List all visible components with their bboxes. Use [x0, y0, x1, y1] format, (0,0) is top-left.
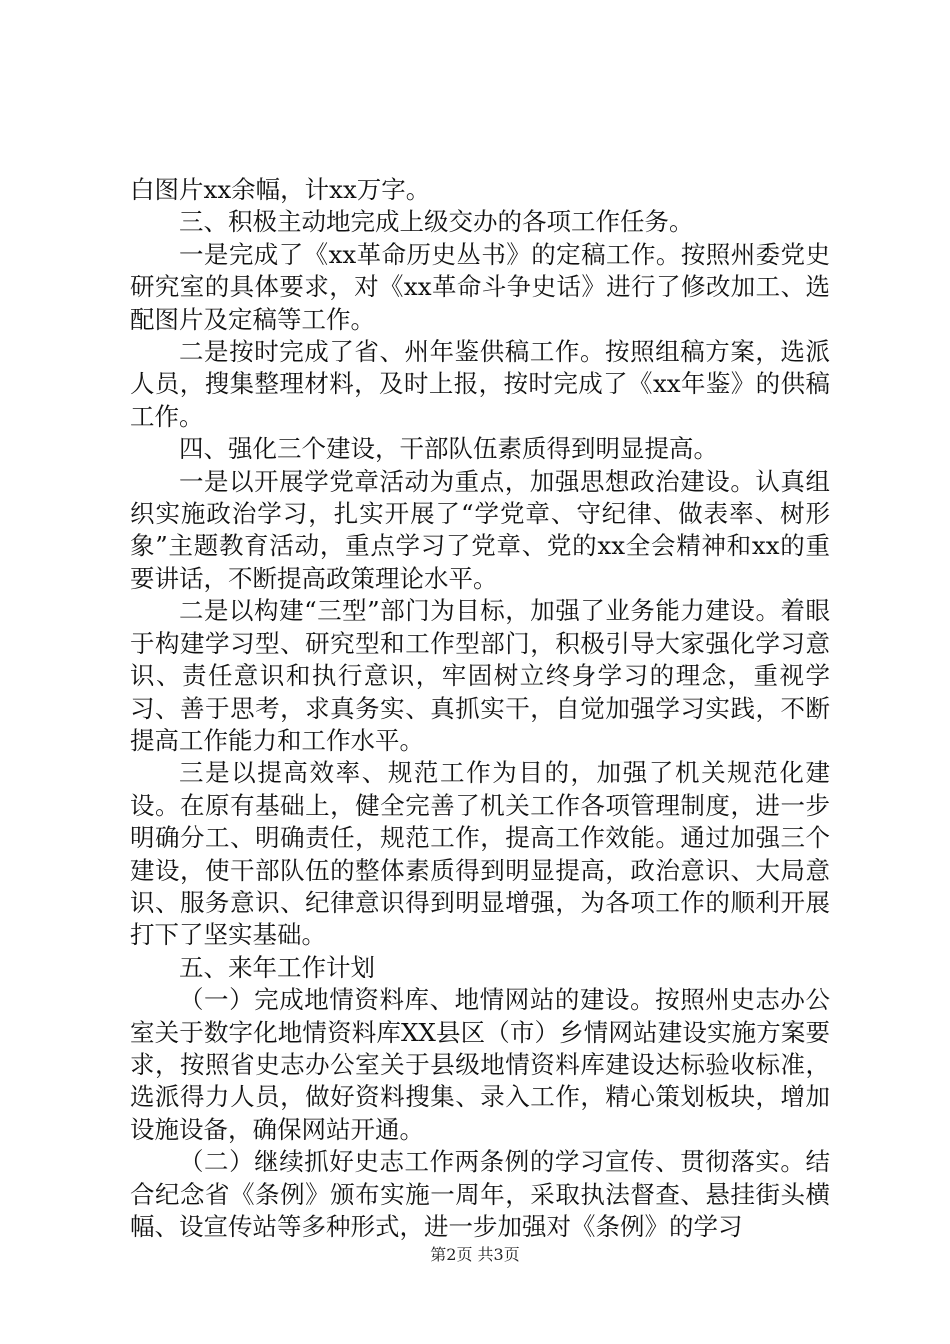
section-heading-5: 五、来年工作计划 [179, 952, 375, 982]
paragraph-4-3: 三是以提高效率、规范工作为目的，加强了机关规范化建设。在原有基础上，健全完善了机关工作各项管理制度，进一步明确分工、明确责任，规范工作，提高工作效能。通过加强三个建设，使干部队伍的整体素质得到明显提高，政治意识、大局意识、服务意识、纪律意识得到明显增强，为各项工作的顺利开展打下了坚实基础。 [130, 758, 830, 950]
section-heading-4: 四、强化三个建设，干部队伍素质得到明显提高。 [179, 434, 718, 464]
paragraph-4-2: 二是以构建“三型”部门为目标，加强了业务能力建设。着眼于构建学习型、研究型和工作型部门，积极引导大家强化学习意识、责任意识和执行意识，牢固树立终身学习的理念，重视学习、善于思考，求真务实、真抓实干，自觉加强学习实践，不断提高工作能力和工作水平。 [130, 596, 830, 755]
paragraph-5-1: （一）完成地情资料库、地情网站的建设。按照州史志办公室关于数字化地情资料库XX县区（市）乡情网站建设实施方案要求，按照省史志办公室关于县级地情资料库建设达标验收标准，选派得力人员，做好资料搜集、录入工作，精心策划板块，增加设施设备，确保网站开通。 [130, 985, 830, 1144]
page-number-label: 第2页 共3页 [430, 1245, 520, 1264]
paragraph-4-1: 一是以开展学党章活动为重点，加强思想政治建设。认真组织实施政治学习，扎实开展了“学党章、守纪律、做表率、树形象”主题教育活动，重点学习了党章、党的xx全会精神和xx的重要讲话，不断提高政策理论水平。 [130, 466, 830, 593]
page-footer [0, 1245, 950, 1265]
document-body [130, 174, 830, 1243]
section-heading-3: 三、积极主动地完成上级交办的各项工作任务。 [179, 207, 694, 237]
paragraph-continuation: 白图片xx余幅，计xx万字。 [130, 175, 431, 204]
paragraph-3-1: 一是完成了《xx革命历史丛书》的定稿工作。按照州委党史研究室的具体要求，对《xx革命斗争史话》进行了修改加工、选配图片及定稿等工作。 [130, 239, 830, 334]
paragraph-5-2: （二）继续抓好史志工作两条例的学习宣传、贯彻落实。结合纪念省《条例》颁布实施一周年，采取执法督查、悬挂街头横幅、设宣传站等多种形式，进一步加强对《条例》的学习 [130, 1147, 830, 1241]
paragraph-3-2: 二是按时完成了省、州年鉴供稿工作。按照组稿方案，选派人员，搜集整理材料，及时上报，按时完成了《xx年鉴》的供稿工作。 [130, 337, 830, 431]
